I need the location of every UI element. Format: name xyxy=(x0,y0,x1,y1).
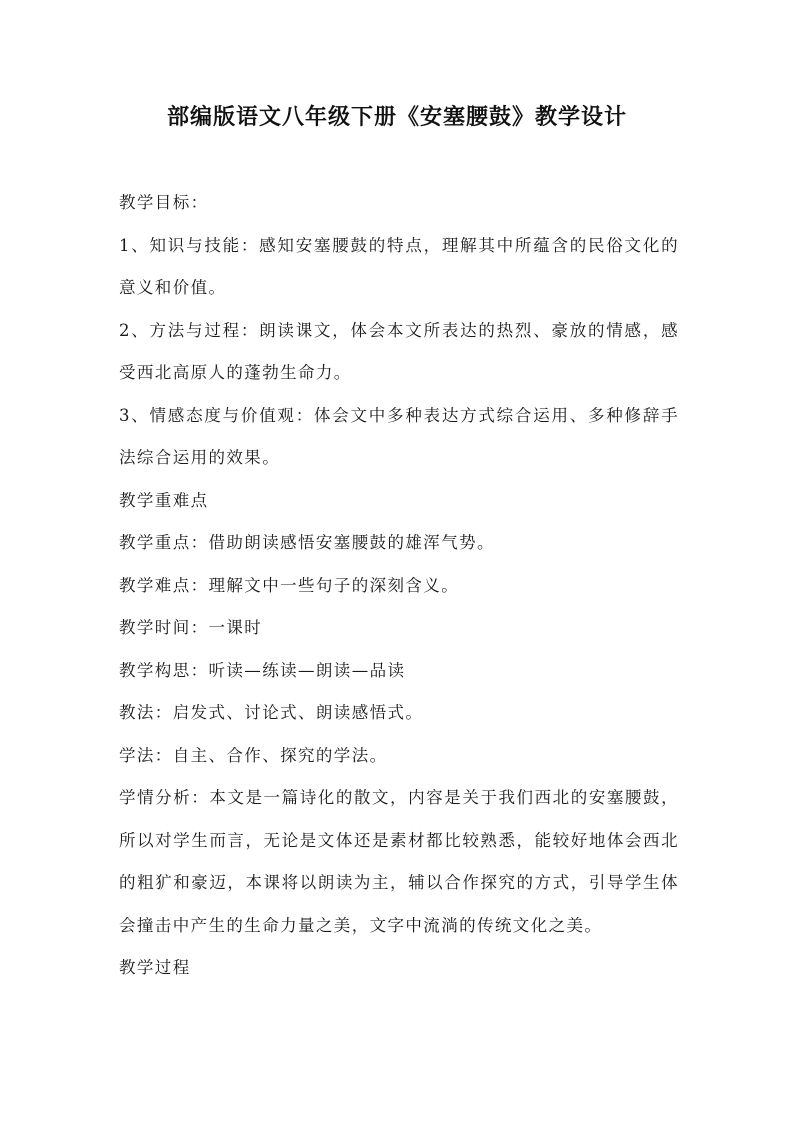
paragraph-teaching-goals-heading: 教学目标： xyxy=(119,193,209,212)
paragraph-teaching-concept: 教学构思：听读—练读—朗读—品读 xyxy=(119,660,406,680)
paragraph-key-difficult-heading: 教学重难点 xyxy=(119,490,209,510)
paragraph-teaching-process-heading: 教学过程 xyxy=(119,958,191,977)
paragraph-difficult-point: 教学难点：理解文中一些句子的深刻含义。 xyxy=(119,575,460,595)
paragraph-learning-method: 学法：自主、合作、探究的学法。 xyxy=(119,745,388,765)
paragraph-goal-knowledge: 1、知识与技能：感知安塞腰鼓的特点，理解其中所蕴含的民俗文化的意义和价值。 xyxy=(119,235,679,297)
paragraph-goal-emotion: 3、情感态度与价值观：体会文中多种表达方式综合运用、多种修辞手法综合运用的效果。 xyxy=(119,405,679,467)
paragraph-teaching-time: 教学时间：一课时 xyxy=(119,618,263,637)
paragraph-teaching-method: 教法：启发式、讨论式、朗读感悟式。 xyxy=(119,703,424,722)
document-title: 部编版语文八年级下册《安塞腰鼓》教学设计 xyxy=(166,105,627,130)
paragraph-student-analysis: 学情分析：本文是一篇诗化的散文，内容是关于我们西北的安塞腰鼓，所以对学生而言，无论是文体还是素材都比较熟悉，能较好地体会西北的粗犷和豪迈，本课将以朗读为主，辅以合作探究的方式，引导学生体会撞击中产生的生命力量之美，文字中流淌的传统文化之美。 xyxy=(119,788,679,935)
paragraph-goal-method: 2、方法与过程：朗读课文，体会本文所表达的热烈、豪放的情感，感受西北高原人的蓬勃生命力。 xyxy=(119,320,679,382)
paragraph-key-point: 教学重点：借助朗读感悟安塞腰鼓的雄浑气势。 xyxy=(119,533,495,552)
document-body xyxy=(119,182,679,990)
